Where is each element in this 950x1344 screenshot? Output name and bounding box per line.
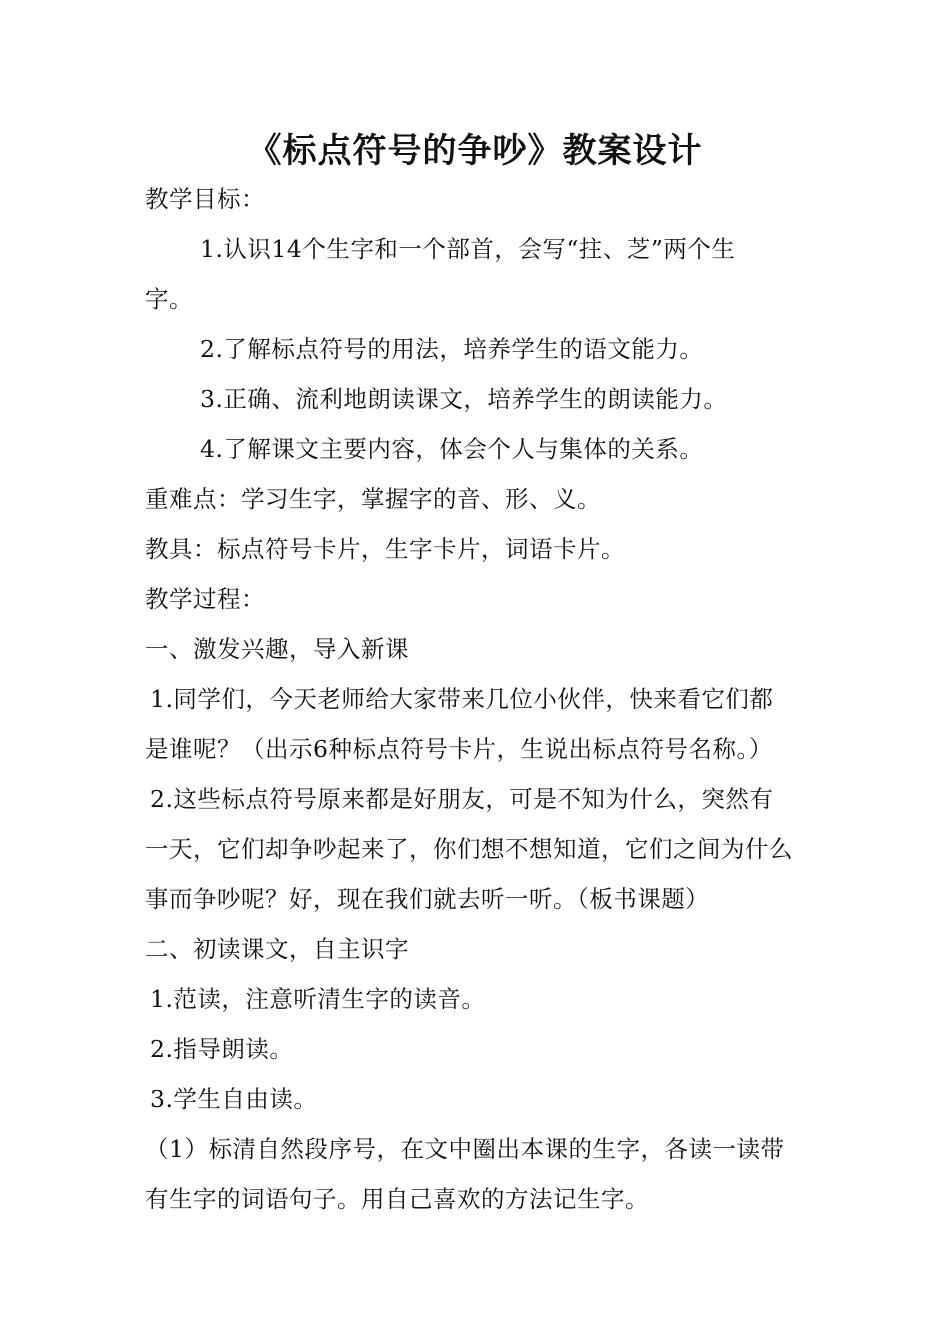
paragraph-line: 2.这些标点符号原来都是好朋友，可是不知为什么，突然有 [150, 785, 774, 813]
paragraph-line: 1.范读，注意听清生字的读音。 [150, 985, 486, 1013]
paragraph-line: 1.同学们，今天老师给大家带来几位小伙伴，快来看它们都 [150, 685, 774, 713]
paragraph-line: 2.指导朗读。 [150, 1035, 294, 1063]
page-title: 《标点符号的争吵》教案设计 [247, 131, 703, 171]
paragraph-line: 2.了解标点符号的用法，培养学生的语文能力。 [200, 335, 704, 363]
paragraph-line: 3.学生自由读。 [150, 1085, 318, 1113]
section-heading: 二、初读课文，自主识字 [145, 935, 409, 963]
paragraph-line: 有生字的词语句子。用自己喜欢的方法记生字。 [145, 1185, 649, 1213]
section-heading: 一、激发兴趣，导入新课 [145, 635, 409, 663]
section-heading: 教学过程： [145, 585, 265, 613]
paragraph-line: 1.认识14个生字和一个部首，会写“拄、芝”两个生 [200, 235, 736, 263]
paragraph-line: 重难点：学习生字，掌握字的音、形、义。 [145, 485, 601, 513]
paragraph-line: 教具：标点符号卡片，生字卡片，词语卡片。 [145, 535, 625, 563]
paragraph-line: 是谁呢？（出示6种标点符号卡片，生说出标点符号名称。） [145, 735, 773, 763]
paragraph-line: 3.正确、流利地朗读课文，培养学生的朗读能力。 [200, 385, 728, 413]
paragraph-line: 一天，它们却争吵起来了，你们想不想知道，它们之间为什么 [145, 835, 793, 863]
paragraph-line: 事而争吵呢？好，现在我们就去听一听。（板书课题） [145, 885, 710, 913]
paragraph-line: 字。 [145, 285, 193, 313]
section-heading: 教学目标： [145, 185, 265, 213]
paragraph-line: 4.了解课文主要内容，体会个人与集体的关系。 [200, 435, 704, 463]
paragraph-line: （1）标清自然段序号，在文中圈出本课的生字，各读一读带 [145, 1135, 785, 1163]
